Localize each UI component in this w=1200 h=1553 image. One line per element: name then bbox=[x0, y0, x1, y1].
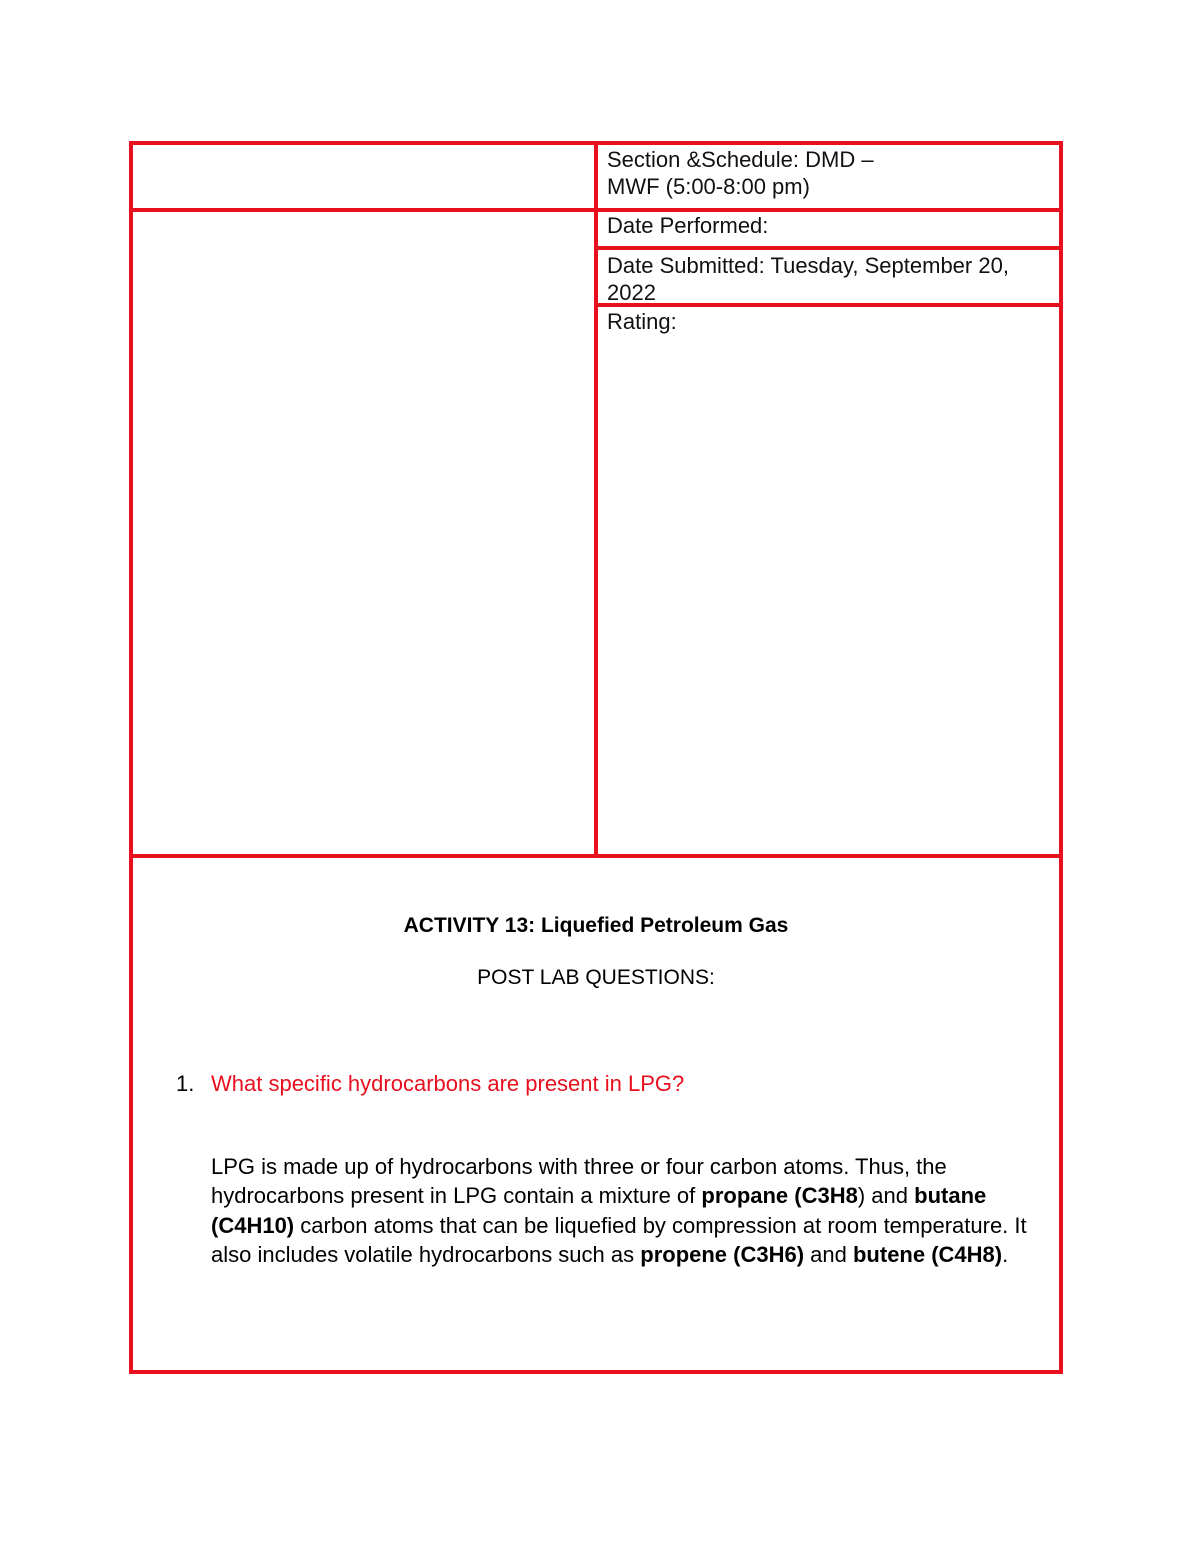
table-border-left bbox=[129, 141, 133, 1374]
answer-bold-butene: butene (C4H8) bbox=[852, 1241, 1003, 1267]
answer-bold-butane: butane (C4H10) bbox=[211, 1183, 987, 1238]
answer-text-4: and bbox=[804, 1241, 853, 1267]
answer-text-2: ) and bbox=[857, 1183, 915, 1209]
answer-bold-propene: propene (C3H6) bbox=[640, 1241, 805, 1267]
table-border-bottom bbox=[129, 1370, 1063, 1374]
date-submitted-line1: Date Submitted: Tuesday, September 20, bbox=[607, 253, 1009, 278]
table-row-divider-1 bbox=[129, 208, 1063, 212]
date-performed: Date Performed: bbox=[607, 213, 769, 238]
activity-title: ACTIVITY 13: Liquefied Petroleum Gas bbox=[403, 914, 789, 937]
date-submitted bbox=[607, 252, 1009, 306]
date-submitted-line2: 2022 bbox=[607, 280, 656, 305]
section-schedule-line2: MWF (5:00-8:00 pm) bbox=[607, 174, 810, 199]
section-schedule bbox=[607, 146, 874, 200]
answer-text-5: . bbox=[1002, 1241, 1009, 1267]
answer-paragraph bbox=[211, 1152, 1051, 1269]
table-row-divider-2 bbox=[594, 246, 1063, 250]
table-row-divider-4 bbox=[129, 854, 1063, 858]
answer-bold-propane: propane (C3H8 bbox=[701, 1183, 858, 1209]
answer-text-3: carbon atoms that can be liquefied by compression at room temperature. It also includes volatile hydrocarbons such as bbox=[211, 1212, 1027, 1267]
table-border-right bbox=[1059, 141, 1063, 1374]
question-number: 1. bbox=[176, 1071, 195, 1096]
rating: Rating: bbox=[607, 309, 677, 334]
question-text: What specific hydrocarbons are present in LPG? bbox=[211, 1071, 685, 1096]
post-lab-heading: POST LAB QUESTIONS: bbox=[477, 966, 715, 989]
answer-text-1: LPG is made up of hydrocarbons with three or four carbon atoms. Thus, the hydrocarbons present in LPG contain a mixture of bbox=[211, 1154, 947, 1209]
section-schedule-line1: Section &Schedule: DMD – bbox=[607, 147, 874, 172]
